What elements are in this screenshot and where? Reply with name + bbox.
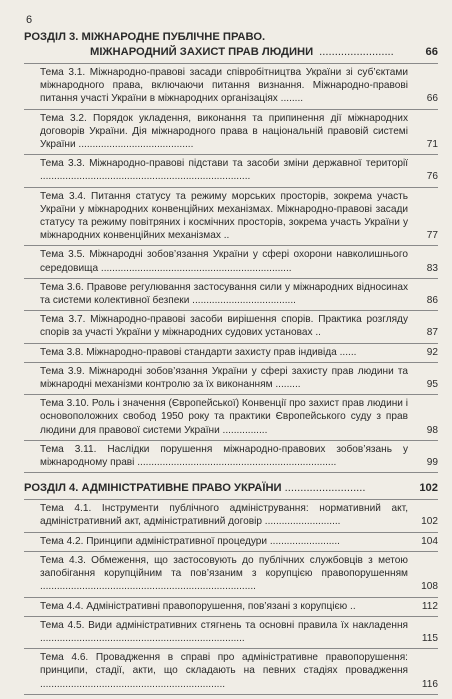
leader-dots: ....................................................................: [98, 262, 292, 274]
toc-entry[interactable]: [24, 279, 438, 310]
leader-dots: .........................................................................: [40, 632, 245, 644]
section-3-title-line2: МІЖНАРОДНИЙ ЗАХИСТ ПРАВ ЛЮДИНИ: [90, 46, 314, 58]
toc-entry-title: Тема 4.1. Інструменти публічного адміністрування: нормативний акт, адміністративний акт, адміністративний договір: [40, 503, 408, 528]
section-4-heading[interactable]: [24, 481, 438, 496]
toc-entry[interactable]: [24, 500, 438, 531]
toc-entry[interactable]: [24, 617, 438, 648]
toc-entry[interactable]: [24, 441, 438, 472]
toc-entry[interactable]: [24, 188, 438, 246]
leader-dots: ........: [277, 93, 304, 105]
toc-entry[interactable]: [24, 344, 438, 362]
toc-entry-page: 92: [426, 346, 438, 358]
toc-entry-title: Тема 4.6. Провадження в справі про адміністративне правопорушення: принципи, стадії, акти, що складають на певних стадіях провадження: [40, 652, 408, 677]
toc-entry-page: 99: [426, 457, 438, 469]
toc-entry-page: 66: [426, 93, 438, 105]
page-number: 6: [26, 14, 33, 26]
leader-dots: .....................................: [189, 295, 296, 307]
leader-dots: .........................................: [75, 139, 194, 151]
toc-entry-title: Тема 4.4. Адміністративні правопорушення, пов’язані з корупцією: [40, 600, 348, 612]
toc-entry-page: 86: [426, 295, 438, 307]
toc-entry-title: Тема 3.4. Питання статусу та режиму морських просторів, зокрема участь України у міжнародних конвенційних механізмах. Міжнародно-правові засади статусу та режиму повітряних і космічних просторів, зокрема участь України у міжнародних конвенційних механізмах: [40, 190, 408, 242]
toc-entry-title: Тема 3.10. Роль і значення (Європейської) Конвенції про захист прав людини і основоположних свобод 1950 року та практики Європейського суду з прав людини для правової системи України: [40, 398, 408, 436]
toc-entry-page: 115: [421, 632, 438, 644]
leader-dots: ..........................: [281, 482, 366, 495]
section-4-page: 102: [419, 482, 438, 495]
toc-entry[interactable]: [24, 649, 438, 694]
section-3-items: [24, 63, 438, 473]
toc-entry-title: Тема 4.3. Обмеження, що застосовують до публічних службовців з метою запобігання корупційним та пов’язаним з корупцією правопорушенням: [40, 554, 408, 580]
toc-entry[interactable]: [24, 533, 438, 551]
table-of-contents: [24, 30, 438, 695]
leader-dots: .......................................................................: [134, 457, 337, 469]
toc-entry[interactable]: [24, 552, 438, 597]
toc-entry-title: Тема 3.6. Правове регулювання застосування сили у міжнародних відносинах та системи колективної безпеки: [40, 281, 408, 307]
toc-entry-page: 71: [426, 139, 438, 151]
toc-entry[interactable]: [24, 64, 438, 109]
leader-dots: ..................................................................: [40, 678, 226, 690]
leader-dots: ...........................: [261, 516, 341, 528]
toc-entry[interactable]: [24, 395, 438, 440]
toc-entry-page: 108: [421, 581, 438, 593]
toc-entry[interactable]: [24, 598, 438, 616]
leader-dots: .............................................................................: [40, 581, 256, 593]
leader-dots: ..: [220, 230, 230, 242]
toc-entry[interactable]: [24, 363, 438, 394]
toc-entry[interactable]: [24, 110, 438, 155]
toc-entry-title: Тема 3.11. Наслідки порушення міжнародно-правових зобов’язань у міжнародному праві: [40, 443, 408, 469]
toc-entry[interactable]: [24, 311, 438, 342]
section-4-title: РОЗДІЛ 4. АДМІНІСТРАТИВНЕ ПРАВО УКРАЇНИ: [24, 482, 282, 495]
toc-entry-title: Тема 3.1. Міжнародно-правові засади співробітництва України зі суб’єктами міжнародного права, включаючи питання визнання. Міжнародно-правові питання участі України в міжнародних організаціях: [40, 67, 408, 105]
toc-entry-title: Тема 3.8. Міжнародно-правові стандарти захисту прав індивіда: [40, 346, 337, 358]
leader-dots: .........................: [267, 535, 340, 547]
toc-entry-page: 87: [426, 327, 438, 339]
toc-entry[interactable]: [24, 155, 438, 186]
leader-dots: ..: [347, 600, 356, 612]
toc-entry-page: 76: [426, 171, 438, 183]
leader-dots: ................: [219, 424, 268, 436]
toc-entry-title: Тема 4.2. Принципи адміністративної процедури: [40, 535, 268, 547]
toc-entry-title: Тема 3.9. Міжнародні зобов’язання України у сфері захисту прав людини та міжнародні механізми контролю за їх виконанням: [40, 365, 408, 391]
toc-entry[interactable]: [24, 246, 438, 277]
leader-dots: ..: [312, 327, 321, 339]
toc-entry-title: Тема 3.5. Міжнародні зобов’язання України у сфері охорони навколишнього середовища: [40, 249, 408, 274]
toc-entry-page: 112: [421, 600, 438, 612]
toc-entry-page: 102: [421, 516, 438, 528]
leader-dots: ........................: [319, 46, 394, 58]
section-3-heading[interactable]: [24, 30, 438, 60]
toc-entry-page: 77: [426, 230, 438, 242]
toc-entry-title: Тема 3.2. Порядок укладення, виконання та припинення дії міжнародних договорів України. Дія міжнародного права в національній правовій системі України: [40, 112, 408, 151]
toc-entry-page: 116: [421, 678, 438, 690]
toc-entry-title: Тема 4.5. Види адміністративних стягнень та основні правила їх накладення: [40, 619, 408, 631]
toc-entry-page: 95: [426, 379, 438, 391]
leader-dots: ...........................................................................: [40, 171, 251, 183]
divider: [24, 694, 438, 695]
section-4-items: [24, 499, 438, 694]
toc-entry-page: 83: [426, 262, 438, 274]
toc-entry-page: 98: [426, 424, 438, 436]
leader-dots: .........: [272, 379, 301, 391]
toc-entry-title: Тема 3.3. Міжнародно-правові підстави та засоби зміни державної території: [40, 158, 408, 170]
toc-entry-title: Тема 3.7. Міжнародно-правові засоби вирішення спорів. Практика розгляду спорів за участі України у міжнародних судових установах: [40, 314, 408, 339]
toc-entry-page: 104: [421, 535, 438, 547]
leader-dots: ......: [336, 346, 357, 358]
section-3-title-line1: РОЗДІЛ 3. МІЖНАРОДНЕ ПУБЛІЧНЕ ПРАВО.: [24, 31, 266, 43]
section-3-page: 66: [425, 46, 438, 58]
